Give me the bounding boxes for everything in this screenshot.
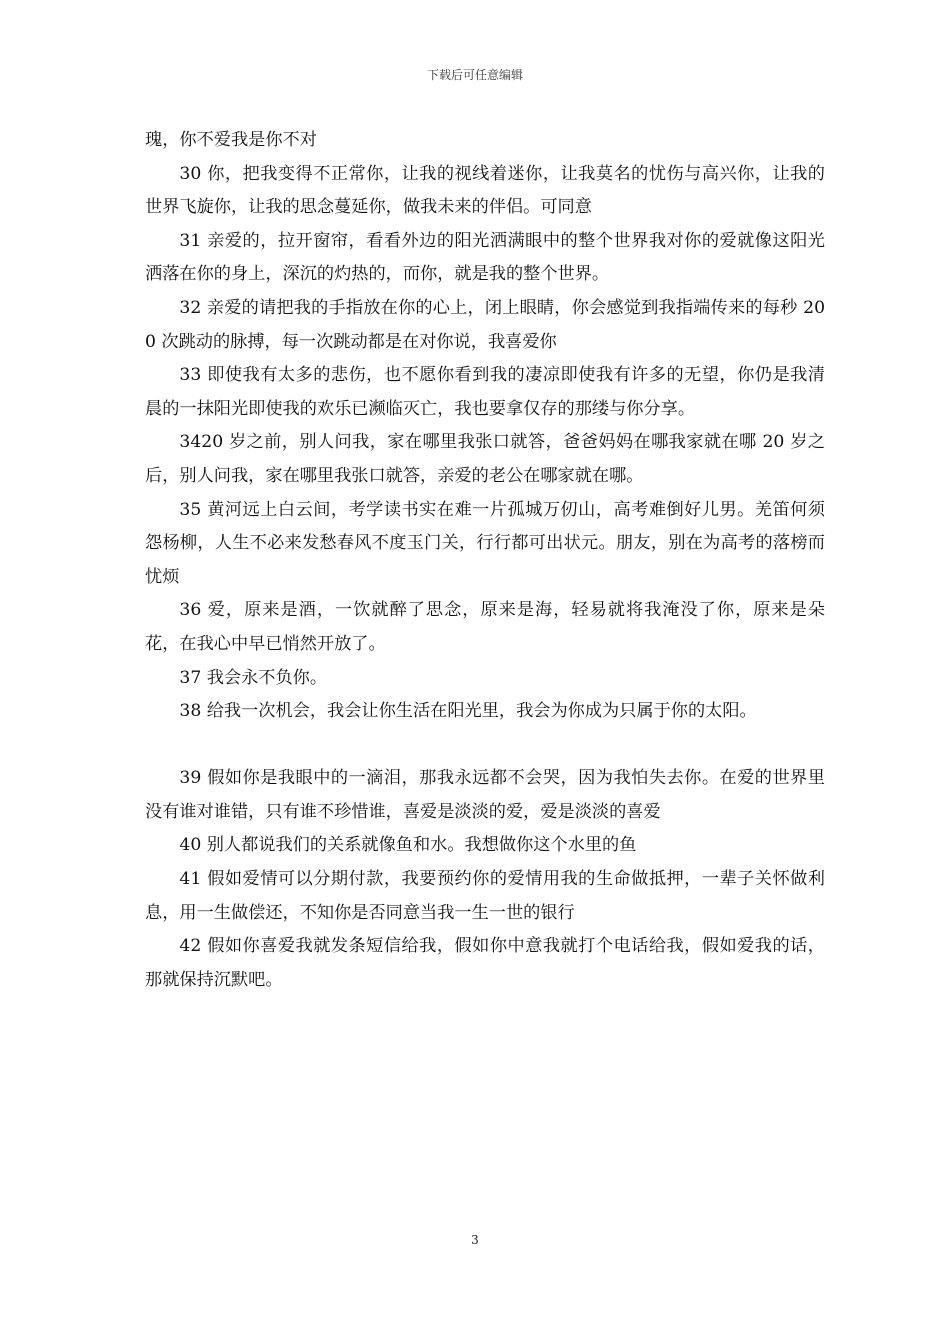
paragraph-36: 36 爱，原来是酒，一饮就醉了思念，原来是海，轻易就将我淹没了你，原来是朵花，在我心中早已悄然开放了。: [145, 600, 825, 654]
paragraph-35: 35 黄河远上白云间，考学读书实在难一片孤城万仞山，高考难倒好儿男。羌笛何须怨杨柳，人生不必来发愁春风不度玉门关，行行都可出状元。朋友，别在为高考的落榜而忧烦: [145, 499, 825, 587]
paragraph-34: 3420 岁之前，别人问我，家在哪里我张口就答，爸爸妈妈在哪我家就在哪 20 岁之后，别人问我，家在哪里我张口就答，亲爱的老公在哪家就在哪。: [145, 432, 825, 486]
page-number: 3: [471, 1233, 479, 1247]
paragraph-41: 41 假如爱情可以分期付款，我要预约你的爱情用我的生命做抵押，一辈子关怀做利息，用一生做偿还，不知你是否同意当我一生一世的银行: [145, 869, 825, 923]
paragraph-37: 37 我会永不负你。: [179, 667, 328, 688]
page-header: 下载后可任意编辑: [426, 68, 523, 82]
paragraph-39: 39 假如你是我眼中的一滴泪，那我永远都不会哭，因为我怕失去你。在爱的世界里没有谁对谁错，只有谁不珍惜谁，喜爱是淡淡的爱，爱是淡淡的喜爱: [145, 768, 825, 822]
paragraph-30: 30 你，把我变得不正常你，让我的视线着迷你，让我莫名的忧伤与高兴你，让我的世界飞旋你，让我的思念蔓延你，做我未来的伴侣。可同意: [145, 163, 825, 218]
paragraph-42: 42 假如你喜爱我就发条短信给我，假如你中意我就打个电话给我，假如爱我的话，那就保持沉默吧。: [145, 936, 825, 990]
paragraph-33: 33 即使我有太多的悲伤，也不愿你看到我的凄凉即使我有许多的无望，你仍是我清晨的一抹阳光即使我的欢乐已濒临灭亡，我也要拿仅存的那缕与你分享。: [145, 365, 825, 419]
paragraph-40: 40 别人都说我们的关系就像鱼和水。我想做你这个水里的鱼: [179, 835, 637, 856]
paragraph-38: 38 给我一次机会，我会让你生活在阳光里，我会为你成为只属于你的太阳。: [179, 701, 757, 722]
blank-line: [145, 729, 825, 763]
paragraph-31: 31 亲爱的，拉开窗帘，看看外边的阳光洒满眼中的整个世界我对你的爱就像这阳光洒落在你的身上，深沉的灼热的，而你，就是我的整个世界。: [145, 230, 825, 285]
paragraph-29-continued: 瑰，你不爱我是你不对: [145, 130, 317, 150]
document-body: [145, 124, 825, 997]
paragraph-32: 32 亲爱的请把我的手指放在你的心上，闭上眼睛，你会感觉到我指端传来的每秒 200 次跳动的脉搏，每一次跳动都是在对你说，我喜爱你: [145, 297, 825, 352]
